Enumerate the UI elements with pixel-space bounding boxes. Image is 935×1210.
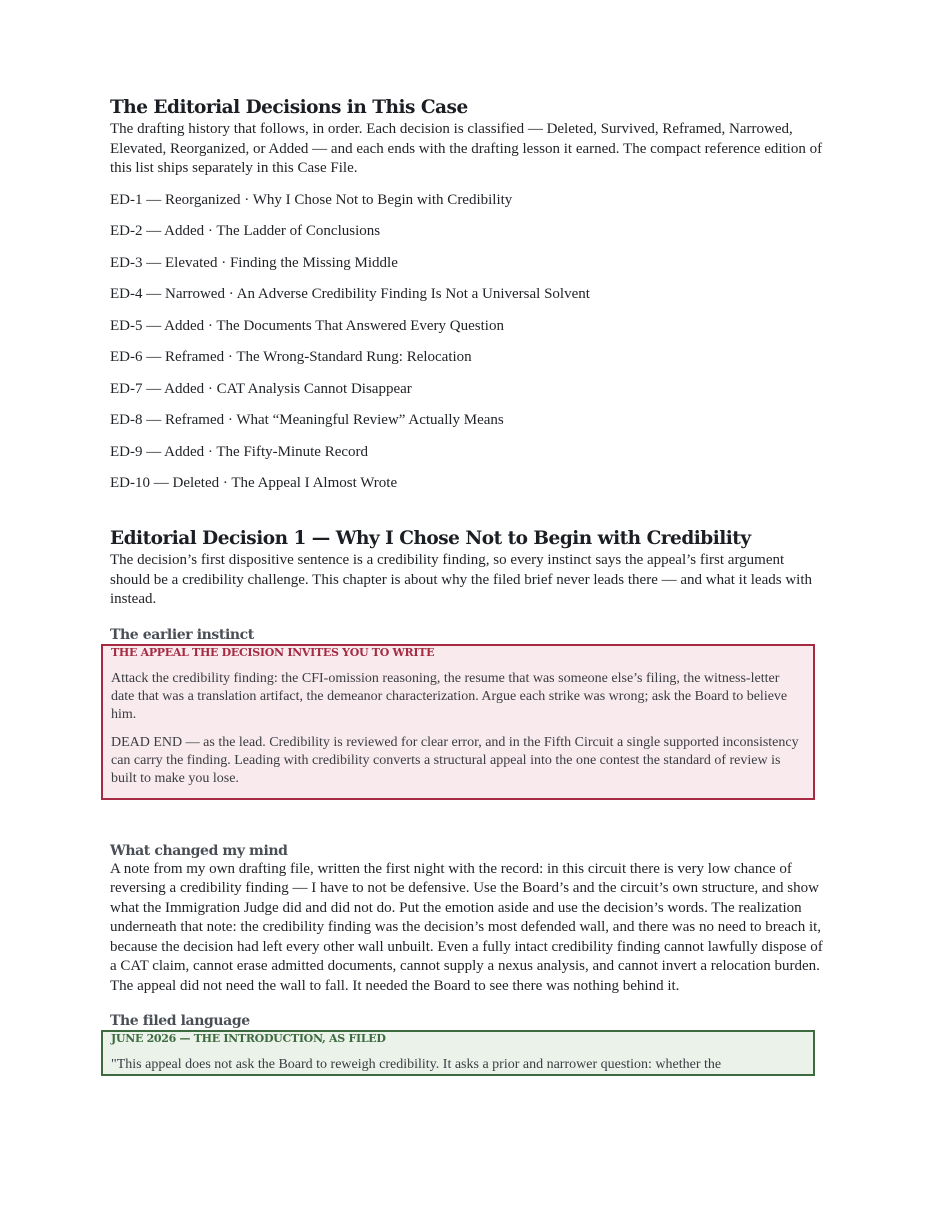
editorial-decision-section	[110, 527, 826, 1076]
list-item: ED-9 — Added · The Fifty-Minute Record	[110, 443, 369, 460]
list-item: ED-2 — Added · The Ladder of Conclusions	[110, 223, 381, 239]
callout-paragraph: Attack the credibility finding: the CFI-omission reasoning, the resume that was someone else’s filing, the witness-letter date that was a translation artifact, the demeanor characterization. Argue each strike was wrong; ask the Board to believe him.	[111, 670, 788, 722]
list-item: ED-10 — Deleted · The Appeal I Almost Wrote	[110, 475, 398, 491]
filed-language-callout	[101, 1030, 815, 1076]
callout-paragraph: "This appeal does not ask the Board to reweigh credibility. It asks a prior and narrower question: whether the	[111, 1057, 722, 1072]
document-page	[110, 96, 826, 1076]
dead-end-callout	[101, 644, 815, 800]
list-item: ED-4 — Narrowed · An Adverse Credibility Finding Is Not a Universal Solvent	[110, 286, 590, 302]
list-item: ED-3 — Elevated · Finding the Missing Middle	[110, 254, 398, 271]
subheading: The earlier instinct	[110, 626, 254, 643]
section-heading: Editorial Decision 1 — Why I Chose Not to Begin with Credibility	[110, 528, 751, 549]
decision-list	[110, 191, 826, 494]
list-item: ED-5 — Added · The Documents That Answered Every Question	[110, 317, 504, 334]
list-item: ED-8 — Reframed · What “Meaningful Review” Actually Means	[110, 412, 504, 428]
subheading: The filed language	[110, 1013, 250, 1029]
callout-label: JUNE 2026 — THE INTRODUCTION, AS FILED	[111, 1032, 386, 1045]
section-heading: The Editorial Decisions in This Case	[110, 97, 468, 118]
list-item: ED-7 — Added · CAT Analysis Cannot Disappear	[110, 380, 412, 397]
list-item: ED-1 — Reorganized · Why I Chose Not to Begin with Credibility	[110, 191, 513, 208]
section-intro: The decision’s first dispositive sentence is a credibility finding, so every instinct says the appeal’s first argument should be a credibility challenge. This chapter is about why the filed brief never leads there — and what it leads with instead.	[110, 552, 813, 607]
body-paragraph: A note from my own drafting file, written the first night with the record: in this circuit there is very low chance of reversing a credibility finding — I have to not be defensive. Use the Board’s and the circuit’s own structure, and show what the Immigration Judge did and did not do. Put the emotion aside and use the decision’s words. The realization underneath that note: the credibility finding was the decision’s most defended wall, and there was no need to breach it, because the decision had left every other wall unbuilt. Even a fully intact credibility finding cannot lawfully dispose of a CAT claim, cannot erase admitted documents, cannot supply a nexus analysis, and cannot invert a relocation burden. The appeal did not need the wall to fall. It needed the Board to see there was nothing behind it.	[110, 860, 823, 994]
callout-paragraph: DEAD END — as the lead. Credibility is reviewed for clear error, and in the Fifth Circuit a single supported inconsistency can carry the finding. Leading with credibility converts a structural appeal into the one contest the standard of review is built to make you lose.	[111, 734, 799, 786]
section-intro: The drafting history that follows, in order. Each decision is classified — Deleted, Survived, Reframed, Narrowed, Elevated, Reorganized, or Added — and each ends with the drafting lesson it earned. The compact reference edition of this list ships separately in this Case File.	[110, 121, 823, 176]
callout-label: THE APPEAL THE DECISION INVITES YOU TO WRITE	[111, 645, 435, 659]
subheading: What changed my mind	[110, 842, 288, 859]
list-item: ED-6 — Reframed · The Wrong-Standard Rung: Relocation	[110, 349, 472, 365]
